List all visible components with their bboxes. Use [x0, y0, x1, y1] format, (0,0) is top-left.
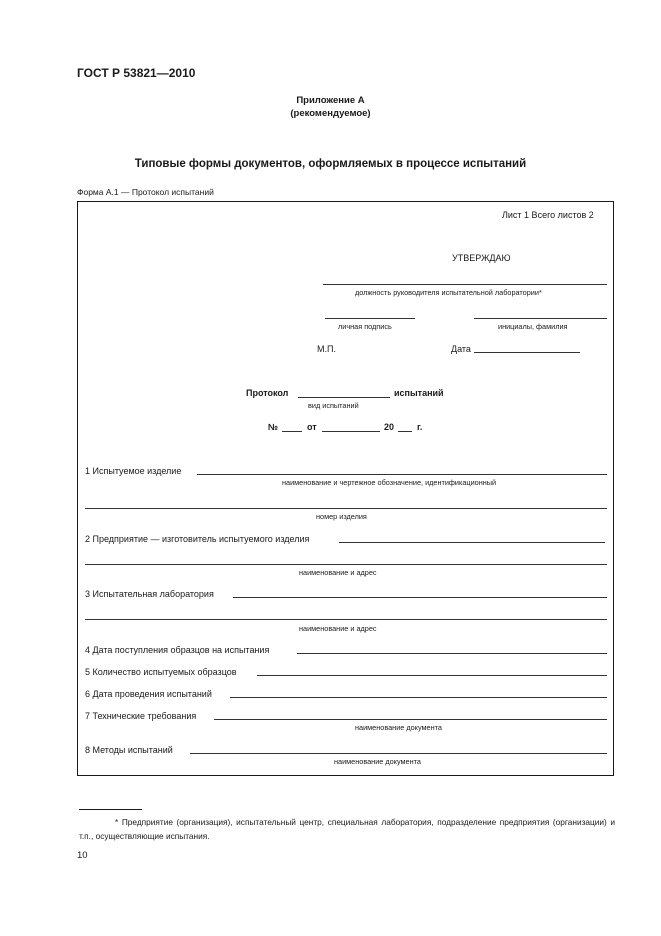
item-6-label: 6 Дата проведения испытаний: [85, 689, 212, 699]
item-4-label: 4 Дата поступления образцов на испытания: [85, 645, 270, 655]
date-label: Дата: [451, 344, 471, 354]
item-7-line[interactable]: [214, 719, 607, 720]
sheet-info: Лист 1 Всего листов 2: [502, 210, 594, 220]
date-line[interactable]: [474, 352, 580, 353]
year-suffix: г.: [417, 422, 423, 432]
signature-line[interactable]: [325, 318, 415, 319]
item-3-line[interactable]: [233, 597, 607, 598]
test-type-caption: вид испытаний: [308, 401, 359, 410]
date-day-month-line[interactable]: [322, 431, 380, 432]
year-line[interactable]: [398, 431, 412, 432]
item-6-line[interactable]: [230, 697, 607, 698]
form-caption: Форма А.1 — Протокол испытаний: [77, 187, 214, 197]
footnote: * Предприятие (организация), испытательный центр, специальная лаборатория, подразделение предприятия (организации) и т.п., осуществляющие испытания.: [79, 817, 615, 841]
item-5-line[interactable]: [257, 675, 607, 676]
item-8-label: 8 Методы испытаний: [85, 745, 173, 755]
stamp-label: М.П.: [317, 344, 336, 354]
from-label: от: [307, 422, 317, 432]
item-8-line[interactable]: [190, 753, 607, 754]
year-prefix: 20: [384, 422, 395, 432]
item-4-line[interactable]: [297, 653, 607, 654]
item-2-line[interactable]: [339, 542, 605, 543]
item-8-caption: наименование документа: [334, 757, 421, 766]
item-1-label: 1 Испытуемое изделие: [85, 466, 182, 476]
item-1-line[interactable]: [197, 474, 607, 475]
tests-word: испытаний: [394, 388, 444, 398]
item-1-caption-2: номер изделия: [316, 512, 367, 521]
approve-label: УТВЕРЖДАЮ: [452, 253, 511, 263]
appendix-note: (рекомендуемое): [290, 108, 371, 119]
item-7-caption: наименование документа: [355, 723, 442, 732]
number-line[interactable]: [282, 431, 302, 432]
item-3-line-2[interactable]: [85, 619, 607, 620]
initials-caption: инициалы, фамилия: [498, 322, 568, 331]
item-2-caption: наименование и адрес: [299, 568, 377, 577]
item-1-caption: наименование и чертежное обозначение, идентификационный: [282, 478, 497, 487]
item-2-label: 2 Предприятие — изготовитель испытуемого изделия: [85, 534, 310, 544]
item-7-label: 7 Технические требования: [85, 711, 197, 721]
footnote-rule: [79, 809, 142, 810]
signature-caption: личная подпись: [338, 322, 392, 331]
item-3-label: 3 Испытательная лаборатория: [85, 589, 214, 599]
number-label: №: [268, 422, 279, 432]
initials-line[interactable]: [474, 318, 607, 319]
test-type-line[interactable]: [298, 397, 390, 398]
item-5-label: 5 Количество испытуемых образцов: [85, 667, 237, 677]
section-heading: Типовые формы документов, оформляемых в процессе испытаний: [134, 158, 527, 170]
item-2-line-2[interactable]: [85, 564, 607, 565]
standard-number: ГОСТ Р 53821—2010: [77, 66, 196, 80]
position-caption: должность руководителя испытательной лаборатории*: [355, 288, 542, 297]
position-line[interactable]: [323, 284, 607, 285]
item-3-caption: наименование и адрес: [299, 624, 377, 633]
protocol-word: Протокол: [246, 388, 289, 398]
appendix-title: Приложение А: [296, 95, 365, 106]
item-1-line-2[interactable]: [85, 508, 607, 509]
page-number: 10: [77, 850, 88, 861]
